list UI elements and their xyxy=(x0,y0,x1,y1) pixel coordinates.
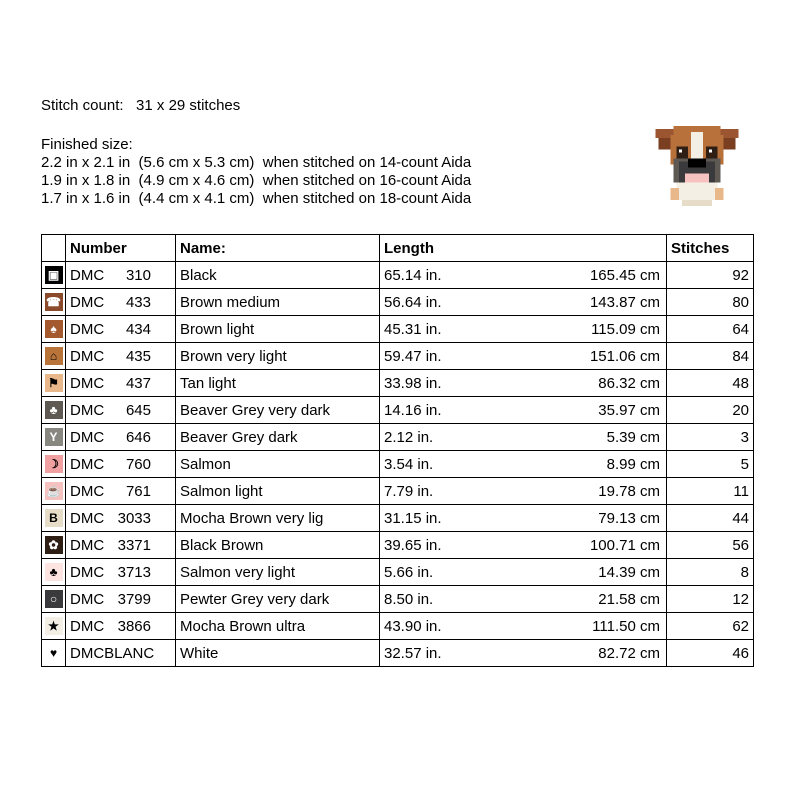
floss-brand: DMC xyxy=(70,320,105,338)
floss-brand: DMC xyxy=(70,401,105,419)
length-cell xyxy=(380,559,667,586)
length-cm: 14.39 cm xyxy=(598,563,660,581)
length-inches: 3.54 in. xyxy=(384,455,434,473)
floss-brand: DMC xyxy=(70,347,105,365)
length-cm: 35.97 cm xyxy=(598,401,660,419)
symbol-cell xyxy=(42,343,66,370)
length-cell xyxy=(380,586,667,613)
star-icon: ★ xyxy=(45,617,63,635)
header-symbol xyxy=(42,235,66,262)
number-cell xyxy=(66,424,176,451)
length-inches: 7.79 in. xyxy=(384,482,434,500)
floss-brand: DMC xyxy=(70,293,105,311)
length-cell xyxy=(380,262,667,289)
name-cell: Mocha Brown very lig xyxy=(176,505,380,532)
number-cell xyxy=(66,559,176,586)
moon-icon: ☽ xyxy=(45,455,63,473)
table-row xyxy=(42,478,754,505)
floss-code: 3713 xyxy=(117,563,151,581)
length-cm: 111.50 cm xyxy=(592,617,660,635)
tree-icon: ♣ xyxy=(45,401,63,419)
symbol-cell xyxy=(42,451,66,478)
symbol-cell xyxy=(42,370,66,397)
floss-brand: DMC xyxy=(70,644,105,662)
length-inches: 43.90 in. xyxy=(384,617,442,635)
stitches-cell: 20 xyxy=(667,397,754,424)
length-inches: 56.64 in. xyxy=(384,293,442,311)
length-cm: 143.87 cm xyxy=(589,293,660,311)
length-inches: 45.31 in. xyxy=(384,320,442,338)
floss-brand: DMC xyxy=(70,482,105,500)
length-cell xyxy=(380,640,667,667)
symbol-cell xyxy=(42,586,66,613)
number-cell xyxy=(66,343,176,370)
header-number: Number xyxy=(66,235,176,262)
length-cm: 8.99 cm xyxy=(606,455,660,473)
length-cell xyxy=(380,505,667,532)
stitches-cell: 56 xyxy=(667,532,754,559)
floss-code: 761 xyxy=(125,482,151,500)
stitches-cell: 92 xyxy=(667,262,754,289)
square-dot-icon: ▣ xyxy=(45,266,63,284)
name-cell: Tan light xyxy=(176,370,380,397)
symbol-cell xyxy=(42,532,66,559)
length-inches: 33.98 in. xyxy=(384,374,442,392)
ring-icon: ○ xyxy=(45,590,63,608)
floss-code: 433 xyxy=(125,293,151,311)
table-row xyxy=(42,262,754,289)
telephone-icon: ☎ xyxy=(46,295,61,310)
length-cm: 100.71 cm xyxy=(589,536,660,554)
floss-brand: DMC xyxy=(70,536,105,554)
length-cell xyxy=(380,289,667,316)
number-cell xyxy=(66,586,176,613)
spade-icon: ♠ xyxy=(45,320,63,338)
symbol-cell xyxy=(42,559,66,586)
table-row xyxy=(42,343,754,370)
header-name: Name: xyxy=(176,235,380,262)
length-inches: 65.14 in. xyxy=(384,266,442,284)
number-cell xyxy=(66,262,176,289)
number-cell xyxy=(66,532,176,559)
length-cm: 5.39 cm xyxy=(606,428,660,446)
stitches-cell: 62 xyxy=(667,613,754,640)
stitches-cell: 84 xyxy=(667,343,754,370)
table-row xyxy=(42,424,754,451)
length-cell xyxy=(380,424,667,451)
length-cell xyxy=(380,451,667,478)
flag-icon: ⚑ xyxy=(45,374,63,392)
stitches-cell: 80 xyxy=(667,289,754,316)
table-row xyxy=(42,640,754,667)
table-row xyxy=(42,289,754,316)
table-row xyxy=(42,586,754,613)
floss-code: 437 xyxy=(125,374,151,392)
number-cell xyxy=(66,397,176,424)
coffee-cup-icon: ☕ xyxy=(46,484,61,499)
floss-brand: DMC xyxy=(70,374,105,392)
number-cell xyxy=(66,316,176,343)
symbol-cell xyxy=(42,262,66,289)
length-cell xyxy=(380,316,667,343)
stitches-cell: 11 xyxy=(667,478,754,505)
number-cell xyxy=(66,370,176,397)
floss-code: 3866 xyxy=(117,617,151,635)
length-inches: 5.66 in. xyxy=(384,563,434,581)
floss-table xyxy=(41,234,754,667)
table-row xyxy=(42,397,754,424)
symbol-cell xyxy=(42,640,66,667)
floss-brand: DMC xyxy=(70,428,105,446)
symbol-cell xyxy=(42,424,66,451)
name-cell: Brown medium xyxy=(176,289,380,316)
finished-size-line: 1.9 in x 1.8 in (4.9 cm x 4.6 cm) when stitched on 16-count Aida xyxy=(41,172,472,189)
number-cell xyxy=(66,505,176,532)
length-inches: 2.12 in. xyxy=(384,428,434,446)
length-inches: 8.50 in. xyxy=(384,590,434,608)
table-row xyxy=(42,316,754,343)
length-inches: 39.65 in. xyxy=(384,536,442,554)
floss-code: BLANC xyxy=(104,644,155,662)
table-row xyxy=(42,451,754,478)
letter-b-icon: B xyxy=(45,509,63,527)
symbol-cell xyxy=(42,289,66,316)
table-header-row xyxy=(42,235,754,262)
floss-code: 434 xyxy=(125,320,151,338)
length-cell xyxy=(380,343,667,370)
length-cm: 86.32 cm xyxy=(598,374,660,392)
length-cell xyxy=(380,397,667,424)
number-cell xyxy=(66,451,176,478)
floss-brand: DMC xyxy=(70,266,105,284)
name-cell: Brown light xyxy=(176,316,380,343)
length-cm: 115.09 cm xyxy=(591,320,660,338)
stitches-cell: 5 xyxy=(667,451,754,478)
length-cm: 19.78 cm xyxy=(598,482,660,500)
heart-icon: ♥ xyxy=(45,644,63,662)
finished-size-line: 1.7 in x 1.6 in (4.4 cm x 4.1 cm) when stitched on 18-count Aida xyxy=(41,190,472,207)
length-cell xyxy=(380,370,667,397)
name-cell: White xyxy=(176,640,380,667)
table-row xyxy=(42,613,754,640)
name-cell: Salmon xyxy=(176,451,380,478)
stitches-cell: 8 xyxy=(667,559,754,586)
stitches-cell: 44 xyxy=(667,505,754,532)
floss-code: 646 xyxy=(125,428,151,446)
table-row xyxy=(42,532,754,559)
length-cm: 165.45 cm xyxy=(589,266,660,284)
floss-brand: DMC xyxy=(70,509,105,527)
length-cell xyxy=(380,613,667,640)
table-row xyxy=(42,505,754,532)
floss-code: 645 xyxy=(125,401,151,419)
flower-icon: ✿ xyxy=(45,536,63,554)
header-length: Length xyxy=(380,235,667,262)
length-cm: 151.06 cm xyxy=(589,347,660,365)
stitches-cell: 3 xyxy=(667,424,754,451)
table-row xyxy=(42,559,754,586)
floss-code: 3799 xyxy=(117,590,151,608)
name-cell: Black xyxy=(176,262,380,289)
name-cell: Salmon very light xyxy=(176,559,380,586)
floss-code: 310 xyxy=(125,266,151,284)
name-cell: Beaver Grey very dark xyxy=(176,397,380,424)
house-icon: ⌂ xyxy=(45,347,63,365)
floss-code: 435 xyxy=(125,347,151,365)
name-cell: Black Brown xyxy=(176,532,380,559)
number-cell xyxy=(66,289,176,316)
finished-size xyxy=(41,136,471,208)
length-inches: 14.16 in. xyxy=(384,401,442,419)
name-cell: Brown very light xyxy=(176,343,380,370)
club-icon: ♣ xyxy=(45,563,63,581)
number-cell xyxy=(66,478,176,505)
stitches-cell: 64 xyxy=(667,316,754,343)
name-cell: Beaver Grey dark xyxy=(176,424,380,451)
finished-size-line: 2.2 in x 2.1 in (5.6 cm x 5.3 cm) when stitched on 14-count Aida xyxy=(41,154,472,171)
header-stitches: Stitches xyxy=(667,235,754,262)
symbol-cell xyxy=(42,316,66,343)
floss-brand: DMC xyxy=(70,563,105,581)
floss-code: 3033 xyxy=(117,509,151,527)
length-inches: 32.57 in. xyxy=(384,644,442,662)
length-cm: 21.58 cm xyxy=(598,590,660,608)
cocktail-icon: Y xyxy=(45,428,63,446)
name-cell: Mocha Brown ultra xyxy=(176,613,380,640)
symbol-cell xyxy=(42,613,66,640)
length-cm: 82.72 cm xyxy=(598,644,660,662)
floss-brand: DMC xyxy=(70,455,105,473)
length-cell xyxy=(380,478,667,505)
floss-brand: DMC xyxy=(70,590,105,608)
number-cell xyxy=(66,640,176,667)
length-cm: 79.13 cm xyxy=(598,509,660,527)
symbol-cell xyxy=(42,397,66,424)
finished-size-heading: Finished size: xyxy=(41,136,133,153)
stitch-count: Stitch count: 31 x 29 stitches xyxy=(41,97,241,114)
name-cell: Pewter Grey very dark xyxy=(176,586,380,613)
length-cell xyxy=(380,532,667,559)
length-inches: 31.15 in. xyxy=(384,509,442,527)
floss-brand: DMC xyxy=(70,617,105,635)
floss-code: 3371 xyxy=(117,536,151,554)
length-inches: 59.47 in. xyxy=(384,347,442,365)
floss-code: 760 xyxy=(125,455,151,473)
stitches-cell: 46 xyxy=(667,640,754,667)
symbol-cell xyxy=(42,505,66,532)
stitches-cell: 12 xyxy=(667,586,754,613)
table-row xyxy=(42,370,754,397)
name-cell: Salmon light xyxy=(176,478,380,505)
stitches-cell: 48 xyxy=(667,370,754,397)
pattern-preview-image xyxy=(652,126,742,206)
symbol-cell xyxy=(42,478,66,505)
number-cell xyxy=(66,613,176,640)
